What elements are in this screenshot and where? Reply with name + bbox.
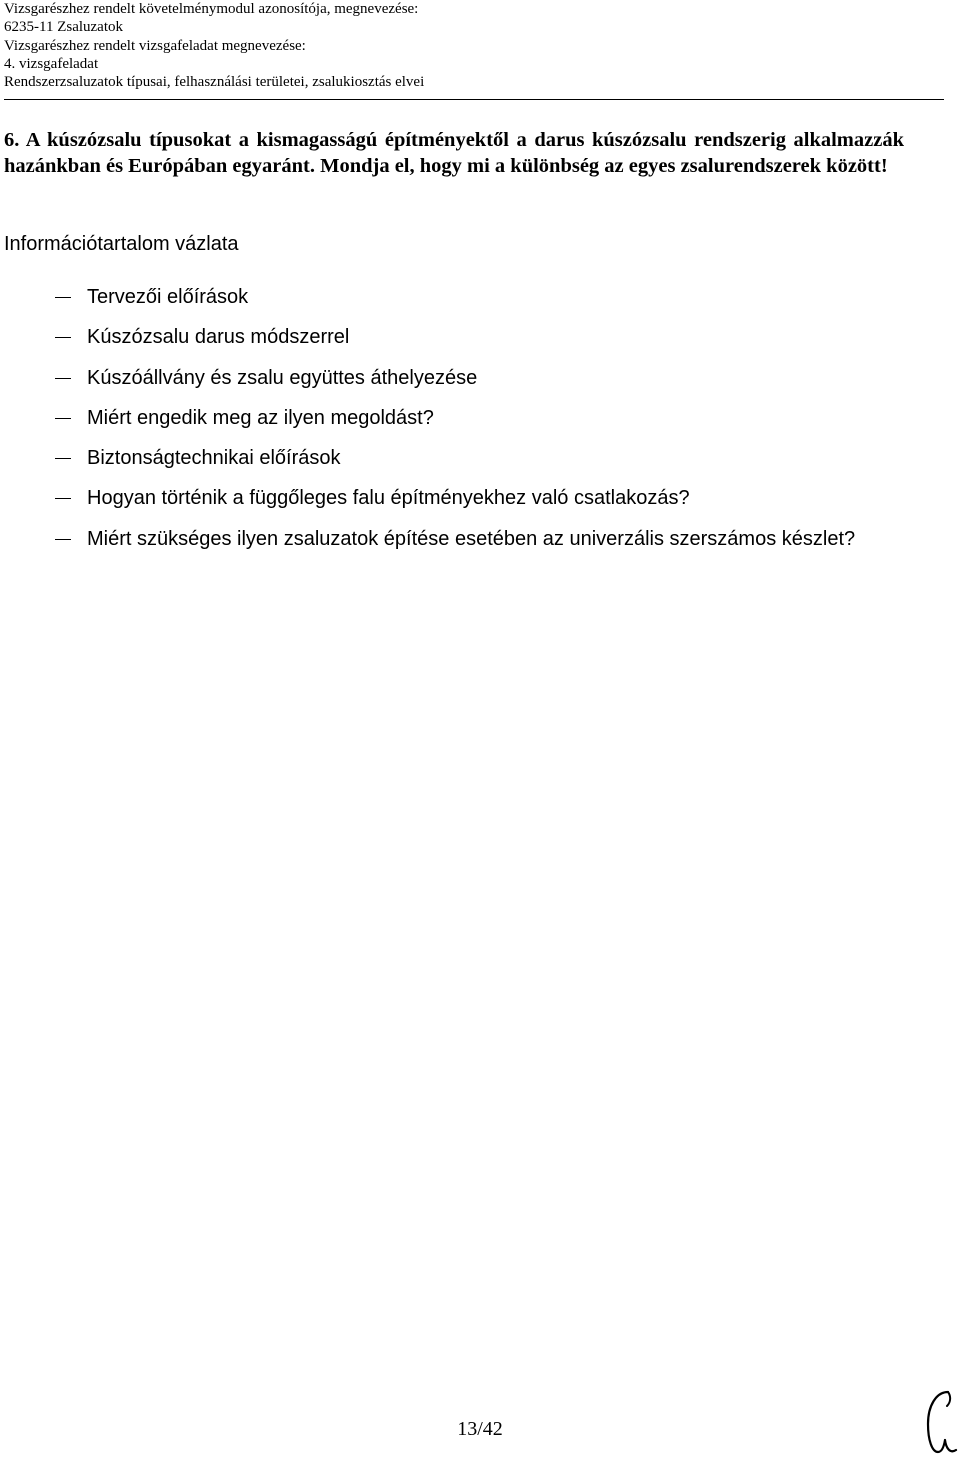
list-item — [0, 446, 940, 486]
list-item-label: Biztonságtechnikai előírások — [87, 447, 341, 470]
header-task-label: Vizsgarészhez rendelt vizsgafeladat megnevezése: — [4, 37, 306, 54]
header-task-name: 4. vizsgafeladat — [4, 55, 99, 72]
outline-list — [0, 285, 940, 567]
dash-bullet-icon — [55, 458, 71, 459]
document-header — [4, 0, 944, 100]
publisher-logo-icon — [918, 1386, 958, 1458]
dash-bullet-icon — [55, 539, 71, 540]
list-item-label: Hogyan történik a függőleges falu építményekhez való csatlakozás? — [87, 487, 690, 510]
dash-bullet-icon — [55, 498, 71, 499]
header-task-topic: Rendszerzsaluzatok típusai, felhasználási területei, zsalukiosztás elvei — [4, 74, 425, 91]
list-item-label: Miért szükséges ilyen zsaluzatok építése esetében az univerzális szerszámos készlet? — [87, 527, 856, 550]
list-item — [0, 527, 940, 567]
outline-title: Információtartalom vázlata — [4, 233, 239, 255]
list-item — [0, 406, 940, 446]
list-item-label: Kúszózsalu darus módszerrel — [87, 326, 350, 349]
list-item — [0, 486, 940, 526]
list-item — [0, 325, 940, 365]
list-item-label: Miért engedik meg az ilyen megoldást? — [87, 406, 434, 429]
list-item-label: Tervezői előírások — [87, 286, 249, 308]
dash-bullet-icon — [55, 297, 71, 298]
list-item — [0, 285, 940, 325]
header-module-label: Vizsgarészhez rendelt követelménymodul azonosítója, megnevezése: — [4, 1, 419, 17]
list-item — [0, 366, 940, 406]
question-block — [4, 128, 904, 179]
dash-bullet-icon — [55, 418, 71, 419]
dash-bullet-icon — [55, 337, 71, 338]
list-item-label: Kúszóállvány és zsalu együttes áthelyezése — [87, 366, 478, 389]
page-number: 13/42 — [457, 1418, 503, 1440]
question-text: 6. A kúszózsalu típusokat a kismagasságú építményektől a darus kúszózsalu rendszerig alkalmazzák hazánkban és Európában egyaránt. Mondja el, hogy mi a különbség az egyes zsalurendszerek között! — [4, 129, 904, 177]
header-module-name: 6235-11 Zsaluzatok — [4, 19, 123, 36]
dash-bullet-icon — [55, 378, 71, 379]
